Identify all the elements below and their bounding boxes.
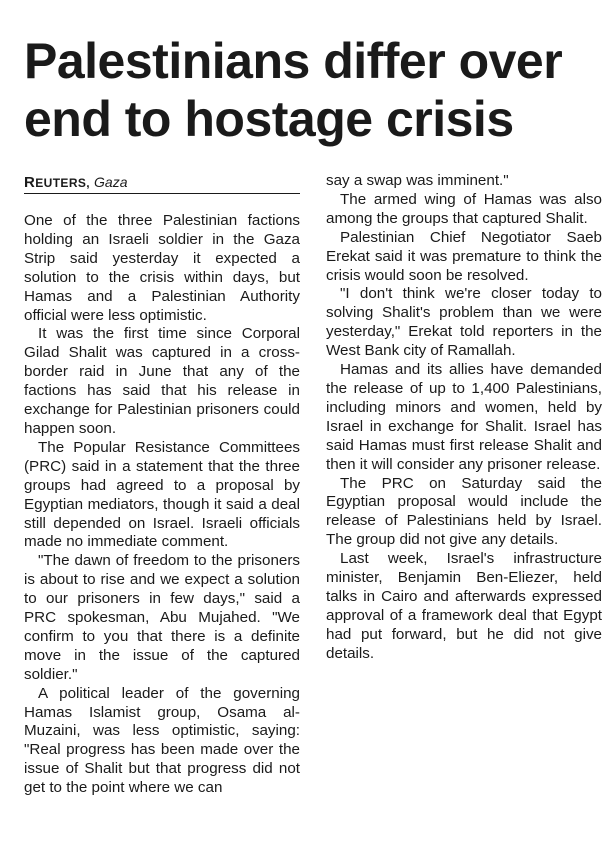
right-column	[326, 172, 602, 664]
paragraph: Hamas and its allies have demanded the release of up to 1,400 Palestinians, including minors and women, held by Israel in exchange for Shalit. Israel has said Hamas must first release Shalit and then it will consider any prisoner release.	[326, 361, 602, 473]
paragraph: A political leader of the governing Hamas Islamist group, Osama al-Muzaini, was less optimistic, saying: "Real progress has been made over the issue of Shalit but that progress did not get to the point where we can	[24, 684, 300, 797]
paragraph: It was the first time since Corporal Gilad Shalit was captured in a cross-border raid in June that any of the factions has said that his release in exchange for Palestinian prisoners could happen soon.	[24, 325, 300, 437]
agency-name	[24, 174, 90, 191]
paragraph: The Popular Resistance Committees (PRC) said in a statement that the three groups had agreed to a proposal by Egyptian mediators, though it said a deal still depended on Israel. Israeli officials made no immediate comment.	[24, 438, 300, 551]
paragraph: The armed wing of Hamas was also among the groups that captured Shalit.	[326, 190, 602, 227]
paragraph: Last week, Israel's infrastructure minister, Benjamin Ben-Eliezer, held talks in Cairo and afterwards expressed approval of a framework deal that Egypt had put forward, but he did not give details.	[326, 550, 602, 662]
dateline: Gaza	[94, 174, 128, 190]
paragraph: "The dawn of freedom to the prisoners is about to rise and we expect a solution to our prisoners in few days," said a PRC spokesman, Abu Mujahed. "We confirm to you that there is a definite move in the issue of the captured soldier."	[24, 552, 300, 683]
byline	[24, 172, 300, 194]
paragraph: say a swap was imminent."	[326, 172, 509, 189]
left-column	[24, 172, 300, 798]
headline: Palestinians differ over end to hostage crisis	[24, 33, 563, 147]
paragraph: One of the three Palestinian factions holding an Israeli soldier in the Gaza Strip said yesterday it expected a solution to the crisis within days, but Hamas and a Palestinian Authority official were less optimistic.	[24, 212, 300, 324]
paragraph: Palestinian Chief Negotiator Saeb Erekat said it was premature to think the crisis would soon be resolved.	[326, 228, 602, 284]
paragraph: The PRC on Saturday said the Egyptian proposal would include the release of Palestinians held by Israel. The group did not give any details.	[326, 474, 602, 549]
agency-rest: EUTERS,	[35, 176, 91, 190]
agency-initial: R	[24, 174, 36, 191]
paragraph: "I don't think we're closer today to solving Shalit's problem than we were yesterday," Erekat told reporters in the West Bank city of Ramallah.	[326, 285, 602, 360]
